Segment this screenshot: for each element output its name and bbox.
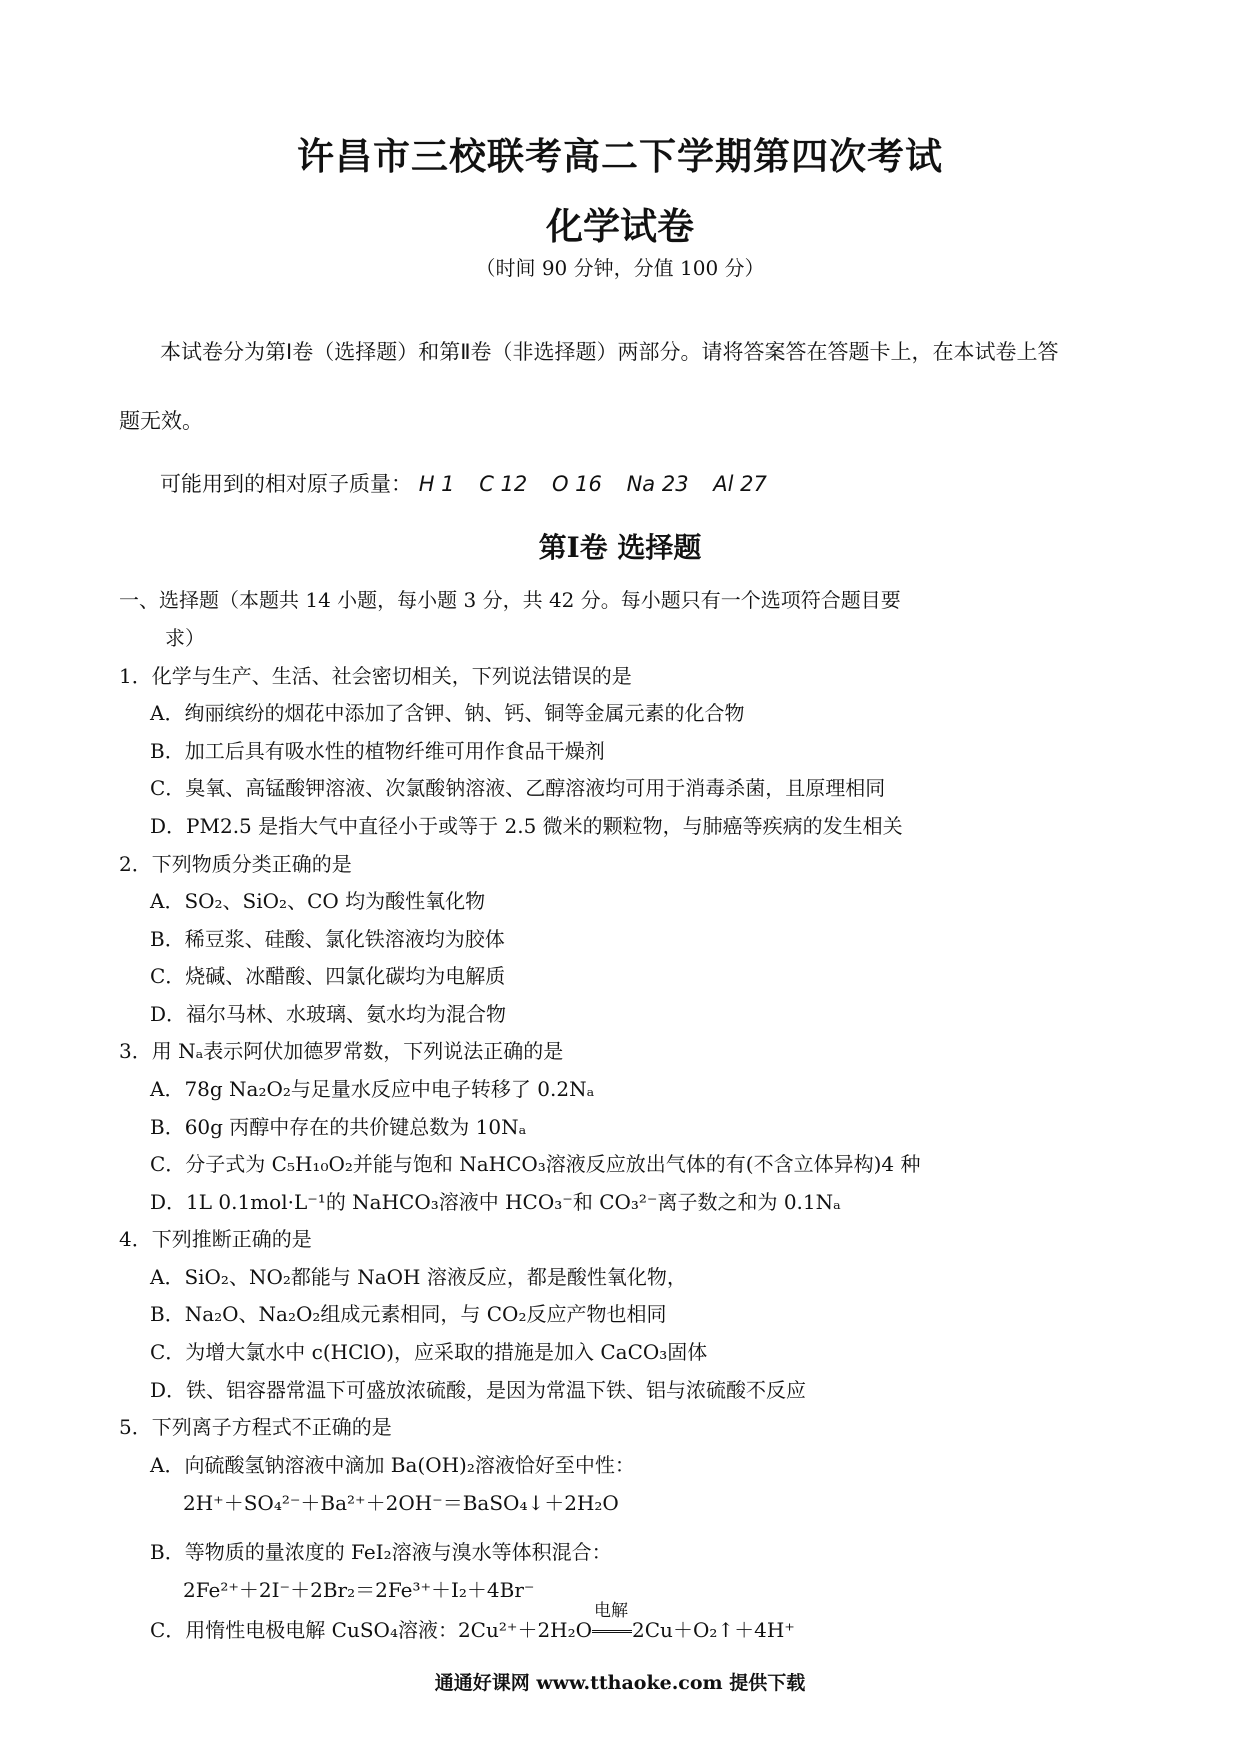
question-1-option-c: C．臭氧、高锰酸钾溶液、次氯酸钠溶液、乙醇溶液均可用于消毒杀菌，且原理相同 xyxy=(150,776,886,800)
intro-line-2: 题无效。 xyxy=(119,409,203,433)
question-1-stem: 1．化学与生产、生活、社会密切相关，下列说法错误的是 xyxy=(119,664,632,688)
exam-time-info: （时间 90 分钟，分值 100 分） xyxy=(475,256,765,280)
question-5-option-b: B．等物质的量浓度的 FeI₂溶液与溴水等体积混合： xyxy=(150,1540,612,1564)
question-5-option-c-products: 2Cu＋O₂↑＋4H⁺ xyxy=(632,1618,795,1642)
question-5-option-c-reactants: C．用惰性电极电解 CuSO₄溶液：2Cu²⁺＋2H₂O xyxy=(150,1618,593,1642)
question-4-stem: 4．下列推断正确的是 xyxy=(119,1227,312,1251)
question-4-option-a: A．SiO₂、NO₂都能与 NaOH 溶液反应，都是酸性氧化物， xyxy=(150,1265,687,1289)
question-1-option-d: D．PM2.5 是指大气中直径小于或等于 2.5 微米的颗粒物，与肺癌等疾病的发生相关 xyxy=(150,814,903,838)
question-3-option-c: C．分子式为 C₅H₁₀O₂并能与饱和 NaHCO₃溶液反应放出气体的有(不含立体异构)4 种 xyxy=(150,1152,921,1176)
question-3-option-b: B．60g 丙醇中存在的共价键总数为 10Nₐ xyxy=(150,1115,527,1139)
section-title: 第Ⅰ卷 选择题 xyxy=(538,531,702,564)
exam-subject: 化学试卷 xyxy=(546,205,694,248)
section-instruction-1: 一、选择题（本题共 14 小题，每小题 3 分，共 42 分。每小题只有一个选项符合题目要 xyxy=(119,588,901,612)
question-2-stem: 2．下列物质分类正确的是 xyxy=(119,852,352,876)
electrolysis-label: 电解 xyxy=(594,1601,629,1621)
atomic-mass-al: Al 27 xyxy=(713,472,767,496)
question-1-option-a: A．绚丽缤纷的烟花中添加了含钾、钠、钙、铜等金属元素的化合物 xyxy=(150,701,745,725)
atomic-mass-o: O 16 xyxy=(551,472,602,496)
question-5-stem: 5．下列离子方程式不正确的是 xyxy=(119,1415,392,1439)
question-1-option-b: B．加工后具有吸水性的植物纤维可用作食品干燥剂 xyxy=(150,739,605,763)
question-5-option-a-equation: 2H⁺＋SO₄²⁻＋Ba²⁺＋2OH⁻＝BaSO₄↓＋2H₂O xyxy=(183,1491,619,1515)
footer-source: 通通好课网 www.tthaoke.com 提供下载 xyxy=(434,1672,806,1694)
section-instruction-2: 求） xyxy=(165,626,205,650)
question-3-option-d: D．1L 0.1mol·L⁻¹的 NaHCO₃溶液中 HCO₃⁻和 CO₃²⁻离子数之和为 0.1Nₐ xyxy=(150,1190,841,1214)
electrolysis-condition xyxy=(592,1601,632,1642)
intro-line-1: 本试卷分为第Ⅰ卷（选择题）和第Ⅱ卷（非选择题）两部分。请将答案答在答题卡上，在本试卷上答 xyxy=(160,340,1059,364)
question-2-option-a: A．SO₂、SiO₂、CO 均为酸性氧化物 xyxy=(150,889,486,913)
atomic-mass-label: 可能用到的相对原子质量： xyxy=(160,472,412,496)
question-4-option-b: B．Na₂O、Na₂O₂组成元素相同，与 CO₂反应产物也相同 xyxy=(150,1302,667,1326)
question-2-option-d: D．福尔马林、水玻璃、氨水均为混合物 xyxy=(150,1002,507,1026)
equation-double-bar xyxy=(592,1630,632,1633)
question-3-stem: 3．用 Nₐ表示阿伏加德罗常数，下列说法正确的是 xyxy=(119,1039,564,1063)
question-4-option-d: D．铁、铝容器常温下可盛放浓硫酸，是因为常温下铁、铝与浓硫酸不反应 xyxy=(150,1378,807,1402)
question-3-option-a: A．78g Na₂O₂与足量水反应中电子转移了 0.2Nₐ xyxy=(150,1077,595,1101)
atomic-mass-c: C 12 xyxy=(479,472,528,496)
question-5-option-a: A．向硫酸氢钠溶液中滴加 Ba(OH)₂溶液恰好至中性： xyxy=(150,1453,635,1477)
atomic-mass-na: Na 23 xyxy=(626,472,689,496)
question-4-option-c: C．为增大氯水中 c(HClO)，应采取的措施是加入 CaCO₃固体 xyxy=(150,1340,708,1364)
question-2-option-b: B．稀豆浆、硅酸、氯化铁溶液均为胶体 xyxy=(150,927,505,951)
question-5-option-c xyxy=(150,1601,795,1643)
atomic-mass-line xyxy=(160,468,785,498)
question-5-option-b-equation: 2Fe²⁺＋2I⁻＋2Br₂＝2Fe³⁺＋I₂＋4Br⁻ xyxy=(183,1578,535,1602)
exam-title: 许昌市三校联考高二下学期第四次考试 xyxy=(297,135,943,178)
question-2-option-c: C．烧碱、冰醋酸、四氯化碳均为电解质 xyxy=(150,964,506,988)
atomic-mass-h: H 1 xyxy=(418,472,455,496)
